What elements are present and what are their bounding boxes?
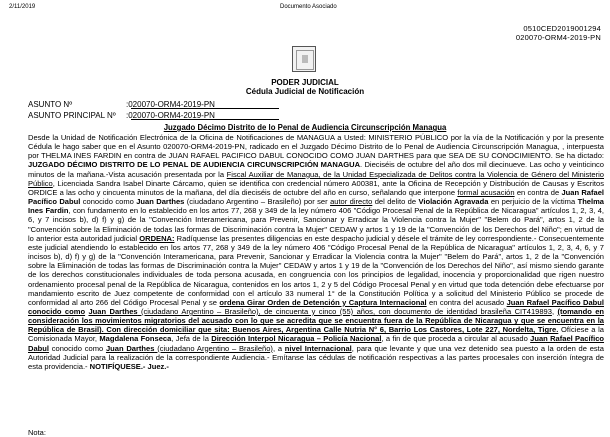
court-section-title: Juzgado Décimo Distrito de lo Penal de Audiencia Circunscripción Managua	[163, 123, 447, 132]
document-title: PODER JUDICIAL	[271, 78, 339, 87]
nota-label: Nota:	[28, 428, 46, 437]
print-date: 2/11/2019	[9, 4, 36, 10]
asunto-principal-label: ASUNTO PRINCIPAL Nº	[28, 111, 116, 120]
divider	[131, 108, 279, 109]
asunto-label: ASUNTO Nº	[28, 100, 73, 109]
reference-code: 0510CED2019001294	[523, 24, 601, 33]
asunto-principal-value: :020070-ORM4-2019-PN	[126, 111, 215, 120]
print-header-title: Documento Asociado	[280, 4, 337, 10]
asunto-value: :020070-ORM4-2019-PN	[126, 100, 215, 109]
notification-body: Desde la Unidad de Notificación Electrónica de la Oficina de Notificaciones de MANAGUA a Usted: MINISTERIO PÚBLICO por la vía de la Notificación y por la presente Cédula le hago saber que en el Asunto 020070-ORM4-2019-PN, radicado en el Juzgado Décimo Distrito de lo Penal de Audiencia Circunscripción Managua, , interpuesta por THELMA INES FARDIN en contra de JUAN RAFAEL PACIFICO DABUL CONOCIDO COMO JUAN DARTHES para que SEA DE SU CONOCIMIENTO. Se ha dictado: JUZGADO DÉCIMO DISTRITO DE LO PENAL DE AUDIENCIA CIRCUNSCRIPCIÓN MANAGUA. Dieciséis de octubre del año dos mil diecinueve. Las ocho y veinticinco minutos de la mañana.-Vista acusación presentada por la Fiscal Auxiliar de Managua, de la Unidad Especializada de Delitos contra la Violencia de Género del Ministerio Público, Licenciada Sandra Isabel Dinarte Cárcamo, quien se identifica con credencial número A00381, ante la Oficina de Recepción y Distribución de Causas y Escritos ORDICE a las ocho y cincuenta minutos de la mañana, del día dieciséis de octubre del año en curso, señalando que interpone formal acusación en contra de Juan Rafael Pacífico Dabul conocido como Juan Darthes (ciudadano Argentino – Brasileño) por ser autor directo del delito de Violación Agravada en perjuicio de la víctima Thelma Ines Fardin, con fundamento en lo establecido en los artos 77, 268 y 349 de la ley número 406 "Código Procesal Penal de la República de Nicaragua" artículos 1, 2, 3, 4, 6, y 7 incisos b), d) f) y g) de la "Convención Interamericana, para Prevenir, Sancionar y Erradicar la Violencia contra la Mujer" "Belem do Pará", artos 1, 2 de la "Convención sobre la Eliminación de todas las formas de Discriminación contra la Mujer" CEDAW y artos 1 y 19 de la "Convención de los Derechos del Niño"; en virtud de lo anterior esta autoridad judicial ORDENA: Radíquense las presentes diligencias en este despacho judicial y désele el trámite de ley correspondiente.- Consecuentemente este judicial atendiendo lo establecido en los artos 77, 268 y 349 de la ley número 406 "Código Procesal Penal de la República de Nicaragua" artículos 1, 2, 3, 4, 6, y 7 incisos b), d) f) y g) de la "Convención Interamericana, para Prevenir, Sancionar y Erradicar la Violencia contra la Mujer" "Belem do Pará", artos 1, 2 de la "Convención sobre la Eliminación de todas las formas de Discriminación contra la Mujer" CEDAW y artos 1 y 19 de la "Convención de los Derechos del Niño", así mismo siendo garante de los derechos constitucionales individuales de toda persona acusada, en congruencia con los principios de legalidad, inocencia y proporcionalidad que rigen nuestro ordenamiento procesal penal de la República de Nicaragua, contenidos en los artos 1, 2 y 5 del Código Procesal Penal y en virtud que toda detención debe efectuarse por mandamiento escrito de Juez competente de conformidad con el artículo 33 numeral 1° de la Constitución Política y a solicitud del Ministerio Público se procede de conformidad al arto 266 del Código Procesal Penal y se ordena Girar Orden de Detención y Captura Internacional en contra del acusado Juan Rafael Pacífico Dabul conocido como Juan Darthes (ciudadano Argentino – Brasileño), de cincuenta y cinco (55) años, con documento de identidad brasileña CIT419893, (tomando en consideración los movimientos migratorios del acusado con lo que se acredita que se encuentra fuera de la República de Nicaragua y que se encuentra en la República de Brasil). Con dirección domiciliar que sita: Buenos Aires, Argentina Calle Nutria N° 6, Barrio Los Castores, Lote 227, Nordelta, Tigre. Ofíciese a la Comisionada Mayor, Magdalena Fonseca, Jefa de la Dirección Interpol Nicaragua – Policía Nacional, a fin de que proceda a circular al acusado Juan Rafael Pacífico Dabul conocido como Juan Darthes (ciudadano Argentino – Brasileño), a nivel Internacional, para que levante y que una vez detenido sea puesto a la orden de esta Autoridad Judicial para la realización de la correspondiente Audiencia.- Emítanse las cédulas de notificación respectivas a las partes procesales con inserción íntegra de esta providencia.- NOTIFÍQUESE.- Juez.-	[28, 133, 605, 371]
reference-case-number: 020070-ORM4-2019-PN	[515, 33, 601, 42]
court-seal-icon	[292, 46, 316, 72]
divider	[131, 119, 279, 120]
document-subtitle: Cédula Judicial de Notificación	[245, 87, 365, 96]
